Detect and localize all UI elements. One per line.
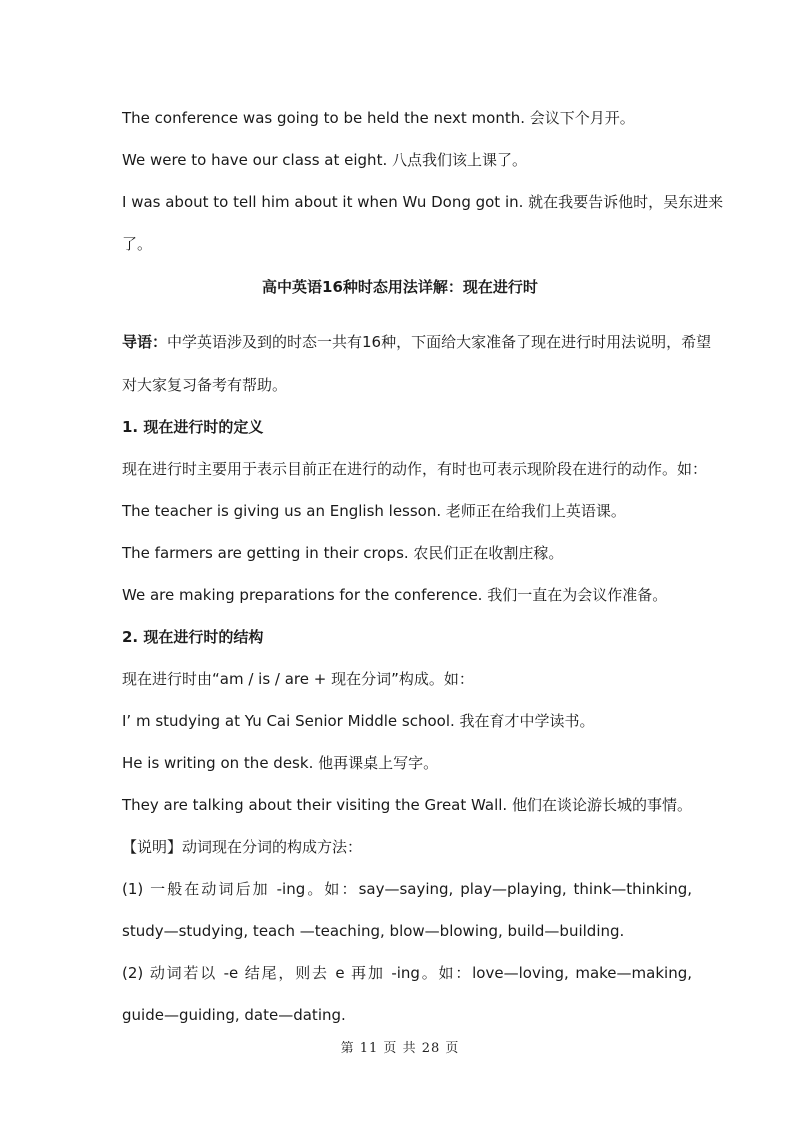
rule-1-continued: study—studying, teach —teaching, blow—blowing, build—building.: [122, 922, 625, 940]
definition-text: 现在进行时主要用于表示目前正在进行的动作，有时也可表示现阶段在进行的动作。如：: [122, 460, 708, 478]
intro-text-continued: 对大家复习备考有帮助。: [122, 376, 288, 394]
rule-2-continued: guide—guiding, date—dating.: [122, 1006, 346, 1024]
rule-1: (1) 一般在动词后加 -ing。如：say—saying, play—playing, think—thinking,: [122, 880, 692, 898]
example-sentence: We are making preparations for the conference. 我们一直在为会议作准备。: [122, 586, 668, 604]
example-sentence: The conference was going to be held the next month. 会议下个月开。: [122, 109, 635, 127]
example-sentence: They are talking about their visiting the Great Wall. 他们在谈论游长城的事情。: [122, 796, 692, 814]
note-title: 【说明】动词现在分词的构成方法：: [122, 838, 363, 856]
example-sentence: I was about to tell him about it when Wu Dong got in. 就在我要告诉他时，吴东进来: [122, 193, 724, 211]
section-title: 高中英语16种时态用法详解：现在进行时: [262, 278, 538, 296]
page-number: 第 11 页 共 28 页: [340, 1041, 460, 1056]
intro-text: 中学英语涉及到的时态一共有16种，下面给大家准备了现在进行时用法说明，希望: [167, 333, 712, 351]
intro-label: 导语：: [122, 333, 168, 351]
example-sentence: We were to have our class at eight. 八点我们该上课了。: [122, 151, 527, 169]
rule-2: (2) 动词若以 -e 结尾，则去 e 再加 -ing。如：love—loving, make—making,: [122, 964, 692, 982]
example-sentence: The teacher is giving us an English lesson. 老师正在给我们上英语课。: [122, 502, 626, 520]
example-sentence: The farmers are getting in their crops. 农民们正在收割庄稼。: [122, 544, 564, 562]
example-sentence: He is writing on the desk. 他再课桌上写字。: [122, 754, 439, 772]
structure-text: 现在进行时由“am / is / are + 现在分词”构成。如：: [122, 670, 474, 688]
intro-paragraph: [122, 332, 712, 352]
example-sentence: I’ m studying at Yu Cai Senior Middle school. 我在育才中学读书。: [122, 712, 595, 730]
heading-structure: 2. 现在进行时的结构: [122, 628, 264, 646]
heading-definition: 1. 现在进行时的定义: [122, 418, 264, 436]
example-sentence-continued: 了。: [122, 235, 153, 253]
